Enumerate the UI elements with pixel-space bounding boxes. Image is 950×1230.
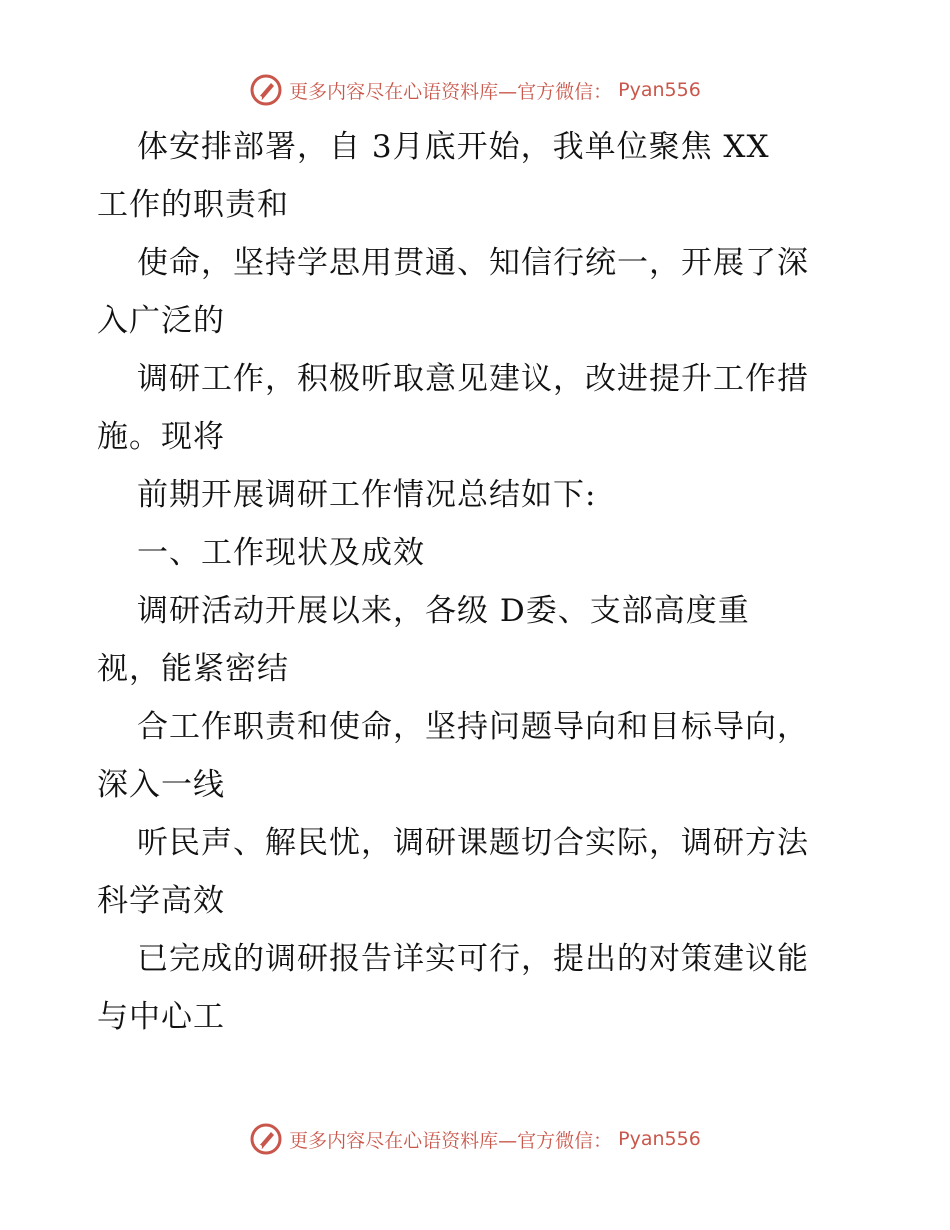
watermark-brand: Pyan556 [618, 79, 701, 101]
text-line: 一、工作现状及成效 [137, 535, 425, 571]
text-line: 已完成的调研报告详实可行，提出的对策建议能 [137, 941, 809, 977]
footer-watermark [0, 1119, 950, 1159]
pen-logo-icon [249, 73, 283, 107]
text-line: 体安排部署，自 3月底开始，我单位聚焦 XX [137, 129, 770, 165]
text-line: 调研活动开展以来，各级 D委、支部高度重 [137, 593, 750, 629]
text-line: 视，能紧密结 [97, 651, 289, 687]
text-line: 合工作职责和使命，坚持问题导向和目标导向， [137, 709, 809, 745]
header-watermark [0, 70, 950, 110]
watermark-brand: Pyan556 [618, 1128, 701, 1150]
watermark-text: 更多内容尽在心语资料库—官方微信： [289, 1129, 613, 1152]
text-line: 使命，坚持学思用贯通、知信行统一，开展了深 [137, 245, 809, 281]
text-line: 科学高效 [97, 883, 225, 919]
document-body [97, 118, 867, 1046]
text-line: 听民声、解民忧，调研课题切合实际，调研方法 [137, 825, 809, 861]
text-line: 入广泛的 [97, 303, 225, 339]
pen-logo-icon [249, 1122, 283, 1156]
watermark-text: 更多内容尽在心语资料库—官方微信： [289, 80, 613, 103]
text-line: 深入一线 [97, 767, 225, 803]
text-line: 施。现将 [97, 419, 225, 455]
text-line: 前期开展调研工作情况总结如下: [137, 477, 597, 513]
text-line: 工作的职责和 [97, 187, 289, 223]
text-line: 与中心工 [97, 999, 225, 1035]
text-line: 调研工作，积极听取意见建议，改进提升工作措 [137, 361, 809, 397]
